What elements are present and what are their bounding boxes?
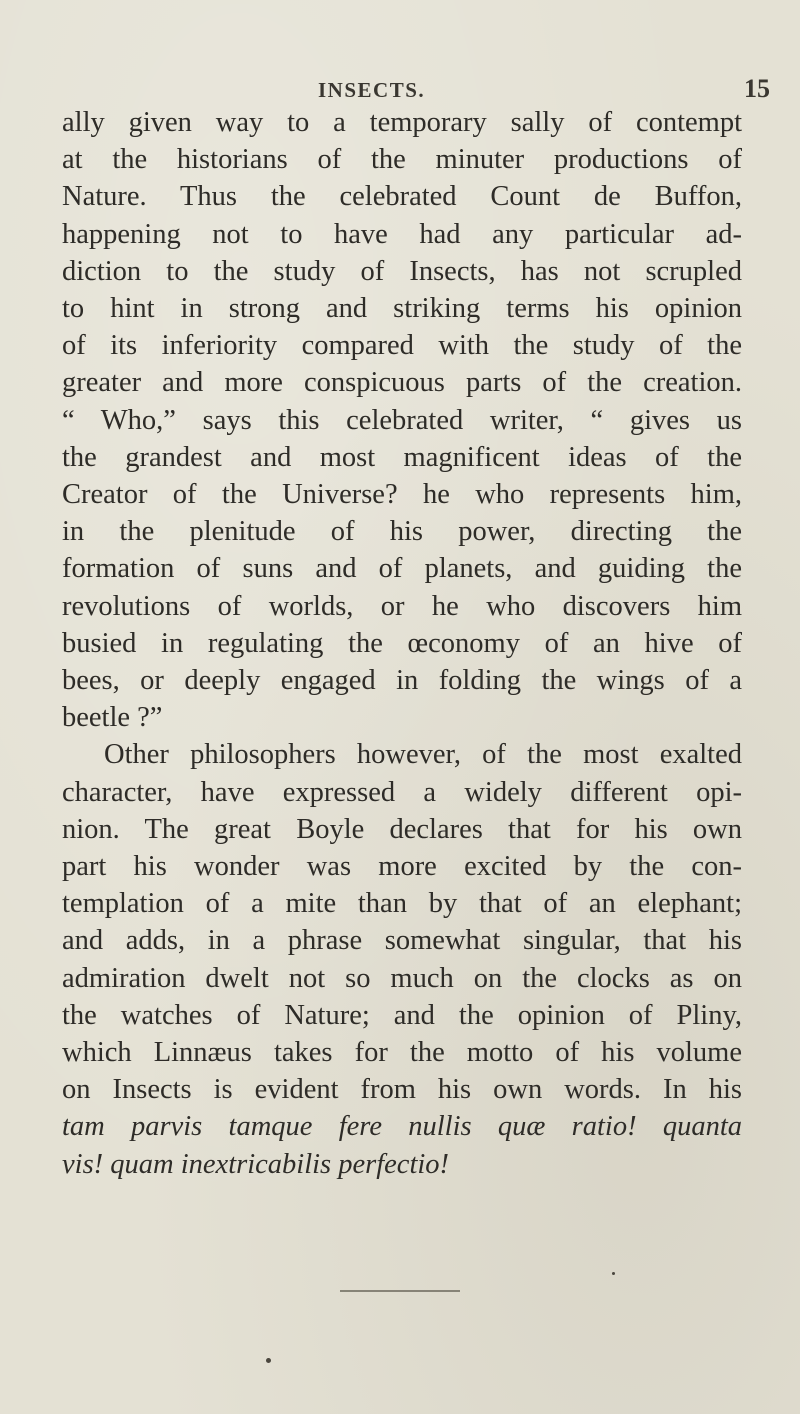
ink-speck [266,1358,271,1363]
text-line: vis! quam inextricabilis perfectio! [62,1148,450,1180]
text-line: beetle ?” [62,702,163,734]
text-line: part his wonder was more excited by the con- [62,851,742,882]
text-line: templation of a mite than by that of an elephant; [62,888,742,920]
text-line: in the plenitude of his power, directing the [62,516,742,548]
text-line: tam parvis tamque fere nullis quæ ratio! quanta [62,1111,742,1143]
text-line: to hint in strong and striking terms his opinion [62,293,742,324]
text-line: diction to the study of Insects, has not scrupled [62,255,742,287]
text-line: revolutions of worlds, or he who discovers him [62,590,742,622]
text-line: on Insects is evident from his own words. In his [62,1074,742,1106]
text-line: of its inferiority compared with the study of the [62,330,742,362]
text-line: “ Who,” says this celebrated writer, “ gives us [62,404,742,436]
text-line: ally given way to a temporary sally of contempt [62,107,742,138]
text-line: at the historians of the minuter productions of [62,144,742,176]
text-line: and adds, in a phrase somewhat singular, that his [62,925,742,957]
text-line: the watches of Nature; and the opinion of Pliny, [62,999,742,1031]
text-line: bees, or deeply engaged in folding the wings of a [62,665,742,696]
text-line: character, have expressed a widely different opi- [62,776,742,808]
text-line: Nature. Thus the celebrated Count de Buffon, [62,181,742,213]
text-line: happening not to have had any particular ad- [62,218,742,250]
page-number: 15 [744,74,770,103]
text-line: greater and more conspicuous parts of the creation. [62,367,742,399]
text-line: the grandest and most magnificent ideas of the [62,441,742,473]
running-title: INSECTS. [318,78,426,102]
section-rule [340,1290,460,1292]
text-line: which Linnæus takes for the motto of his volume [62,1037,742,1068]
text-line: nion. The great Boyle declares that for his own [62,813,742,845]
text-line: busied in regulating the œconomy of an hive of [62,627,742,659]
ink-speck [612,1272,615,1275]
text-line: Creator of the Universe? he who represents him, [62,479,742,510]
text-line: formation of suns and of planets, and guiding the [62,553,742,585]
text-line: admiration dwelt not so much on the clocks as on [62,962,742,994]
text-line: Other philosophers however, of the most exalted [104,739,742,771]
